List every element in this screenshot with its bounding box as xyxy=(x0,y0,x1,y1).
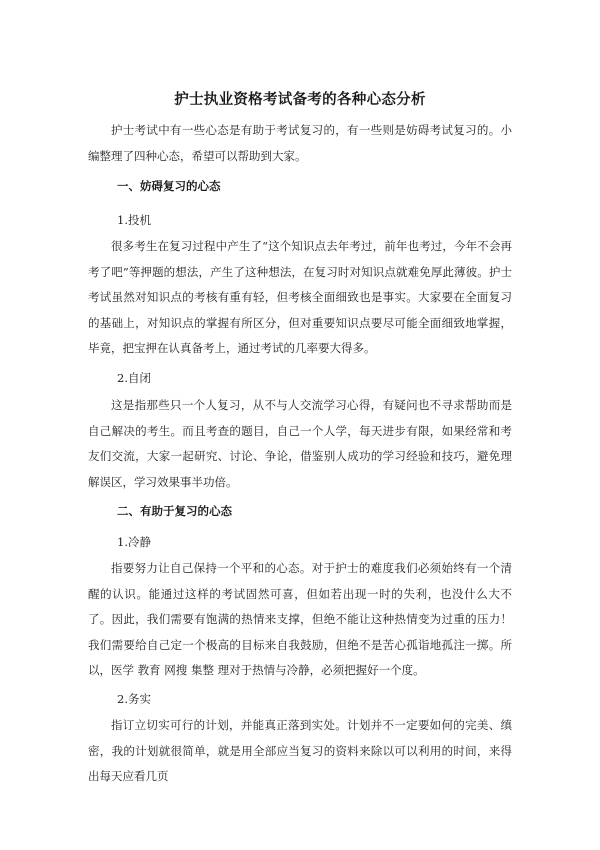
section-heading-1: 一、妨碍复习的心态 xyxy=(117,179,221,193)
subsection-title-speculation: 1.投机 xyxy=(117,213,151,227)
paragraph-speculation: 很多考生在复习过程中产生了“这个知识点去年考过，前年也考过，今年不会再考了吧”等押题的想法，产生了这种想法，在复习时对知识点就难免厚此薄彼。护士考试虽然对知识点的考核有重有轻，但考核全面细致也是事实。大家要在全面复习的基础上，对知识点的掌握有所区分，但对重要知识点要尽可能全面细致地掌握，毕竟，把宝押在认真备考上，通过考试的几率要大得多。 xyxy=(88,239,512,355)
subsection-title-isolation: 2.自闭 xyxy=(117,371,151,385)
paragraph-pragmatic: 指订立切实可行的计划，并能真正落到实处。计划并不一定要如何的完美、缜密，我的计划就很简单，就是用全部应当复习的资料来除以可以利用的时间，来得出每天应看几页 xyxy=(88,718,512,783)
document-title: 护士执业资格考试备考的各种心态分析 xyxy=(174,92,426,108)
section-heading-2: 二、有助于复习的心态 xyxy=(117,504,232,518)
paragraph-calm: 指要努力让自己保持一个平和的心态。对于护士的难度我们必须始终有一个清醒的认识。能通过这样的考试固然可喜，但如若出现一时的失利，也没什么大不了。因此，我们需要有饱满的热情来支撑，但绝不能让这种热情变为过重的压力！我们需要给自己定一个极高的目标来自我鼓励，但绝不是苦心孤诣地孤注一掷。所以，医学 教育 网搜 集整 理对于热情与冷静，必须把握好一个度。 xyxy=(88,561,512,677)
subsection-title-calm: 1.冷静 xyxy=(117,535,151,549)
intro-paragraph: 护士考试中有一些心态是有助于考试复习的，有一些则是妨碍考试复习的。小编整理了四种心态，希望可以帮助到大家。 xyxy=(88,123,512,163)
paragraph-isolation: 这是指那些只一个人复习，从不与人交流学习心得，有疑问也不寻求帮助而是自己解决的考生。而且考查的题目，自己一个人学，每天进步有限，如果经常和考友们交流，大家一起研究、讨论、争论，借鉴别人成功的学习经验和技巧，避免理解误区，学习效果事半功倍。 xyxy=(88,398,512,489)
subsection-title-pragmatic: 2.务实 xyxy=(117,692,151,706)
